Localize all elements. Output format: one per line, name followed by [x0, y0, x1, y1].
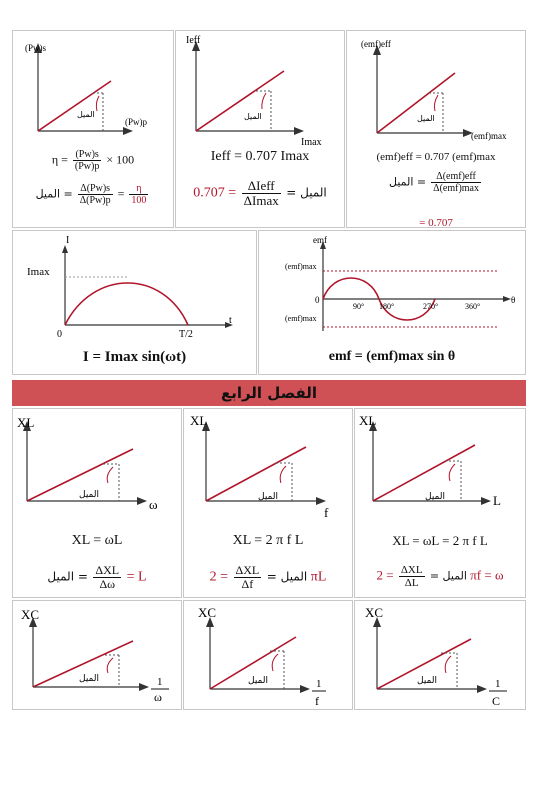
xl-omega-slope-equation: الميل = $\frac{\text{ΔXL}}{\Delta\omega}$ = L [47, 563, 147, 591]
y-axis-label: I [66, 235, 70, 246]
imax-label: Imax [27, 266, 50, 278]
slope-label: الميل [258, 492, 278, 502]
y-axis-label: (Pw)s [25, 43, 47, 53]
negative-peak-label: (emf)max [285, 314, 317, 323]
slope-label: الميل [425, 492, 445, 502]
slope-label: الميل [77, 110, 95, 119]
y-axis-label: XC [365, 605, 384, 620]
xl-inductance-graph [355, 409, 527, 519]
xc-omega-graph [13, 601, 183, 711]
efficiency-graph [13, 31, 175, 151]
graph-cell-efficiency [12, 30, 174, 228]
effective-emf-slope-equation: الميل = $\frac{\text{Δ(emf)eff}}{\text{Δ(emf)max}}$ [389, 171, 479, 194]
x-axis-denominator: f [315, 694, 319, 708]
xl-omega-equation: XL = ωL [71, 533, 123, 548]
y-axis-label: emf [313, 235, 327, 245]
xl-frequency-graph [184, 409, 354, 519]
efficiency-slope-equation: الميل = $\frac{\Delta(Pw)s}{\Delta(Pw)p}$ = $\frac{\eta}{100}$ [35, 183, 147, 206]
graph-cell-xc-omega [12, 600, 182, 710]
xl-inductance-equation: XL = ωL = 2 π f L [392, 533, 488, 548]
effective-emf-slope-value: = 0.707 [419, 217, 453, 229]
graph-cell-xc-frequency [183, 600, 353, 710]
graph-cell-current-sine [12, 230, 257, 375]
y-axis-label: (emf)eff [361, 39, 391, 49]
positive-peak-label: (emf)max [285, 262, 317, 271]
x-axis-label: L [493, 493, 501, 508]
origin-label: 0 [315, 295, 320, 305]
tick-360: 360° [465, 302, 481, 311]
emf-sine-equation: emf = (emf)max sin θ [328, 349, 456, 364]
y-axis-label: XL [17, 415, 35, 430]
xl-frequency-equation: XL = 2 π f L [232, 533, 304, 548]
xl-frequency-slope-equation: الميل = $\frac{\text{ΔXL}}{\Delta f}$ = 2 πL [209, 563, 327, 591]
x-axis-label: t [229, 315, 232, 326]
slope-label: الميل [79, 490, 99, 500]
y-axis-label: XC [198, 605, 217, 620]
slope-label: الميل [417, 114, 435, 123]
tick-270: 270° [423, 302, 439, 311]
xl-inductance-slope-equation: الميل = $\frac{\text{ΔXL}}{\Delta L}$ = 2 πf = ω [376, 564, 504, 589]
x-axis-label: θ [511, 295, 516, 305]
effective-current-equation: Ieff = 0.707 Imax [210, 149, 310, 164]
xl-omega-graph [13, 409, 183, 519]
graph-cell-xl-inductance [354, 408, 526, 598]
x-axis-numerator: 1 [316, 678, 322, 690]
slope-label: الميل [248, 676, 268, 686]
x-axis-label: ω [149, 497, 158, 512]
graph-cell-effective-emf [346, 30, 526, 228]
y-axis-label: XC [21, 607, 40, 622]
slope-label: الميل [79, 674, 99, 684]
x-axis-label: Imax [301, 137, 322, 148]
effective-current-slope-equation: الميل = $\frac{\text{ΔIeff}}{\Delta Imax}$ = 0.707 [193, 178, 327, 208]
xc-frequency-graph [184, 601, 354, 711]
x-axis-label: (emf)max [471, 131, 507, 141]
graph-cell-xl-frequency [183, 408, 353, 598]
xc-capacitance-graph [355, 601, 527, 711]
y-axis-label: XL [359, 413, 377, 428]
slope-label: الميل [417, 676, 437, 686]
x-axis-label: (Pw)p [125, 117, 147, 127]
effective-emf-graph [347, 31, 527, 151]
slope-label: الميل [244, 112, 262, 121]
effective-current-graph [176, 31, 346, 151]
y-axis-label: XL [190, 413, 208, 428]
current-sine-equation: I = Imax sin(ωt) [82, 349, 187, 365]
tick-90: 90° [353, 302, 365, 311]
x-axis-denominator: ω [154, 690, 162, 704]
chapter-four-banner: الفصل الرابع [12, 380, 526, 406]
origin-label: 0 [57, 329, 62, 340]
graph-cell-xc-capacitance [354, 600, 526, 710]
graph-cell-xl-omega [12, 408, 182, 598]
tick-180: 180° [379, 302, 395, 311]
x-axis-numerator: 1 [495, 678, 501, 690]
graph-cell-emf-sine [258, 230, 526, 375]
x-end-label: T/2 [179, 329, 193, 340]
efficiency-equation: η = $\frac{(Pw)s}{(Pw)p}$ × 100 [51, 149, 135, 172]
y-axis-label: Ieff [186, 35, 201, 46]
effective-emf-equation: (emf)eff = 0.707 (emf)max [376, 151, 496, 163]
x-axis-denominator: C [492, 694, 501, 708]
x-axis-numerator: 1 [157, 676, 163, 688]
graph-cell-effective-current [175, 30, 345, 228]
x-axis-label: f [324, 505, 329, 519]
